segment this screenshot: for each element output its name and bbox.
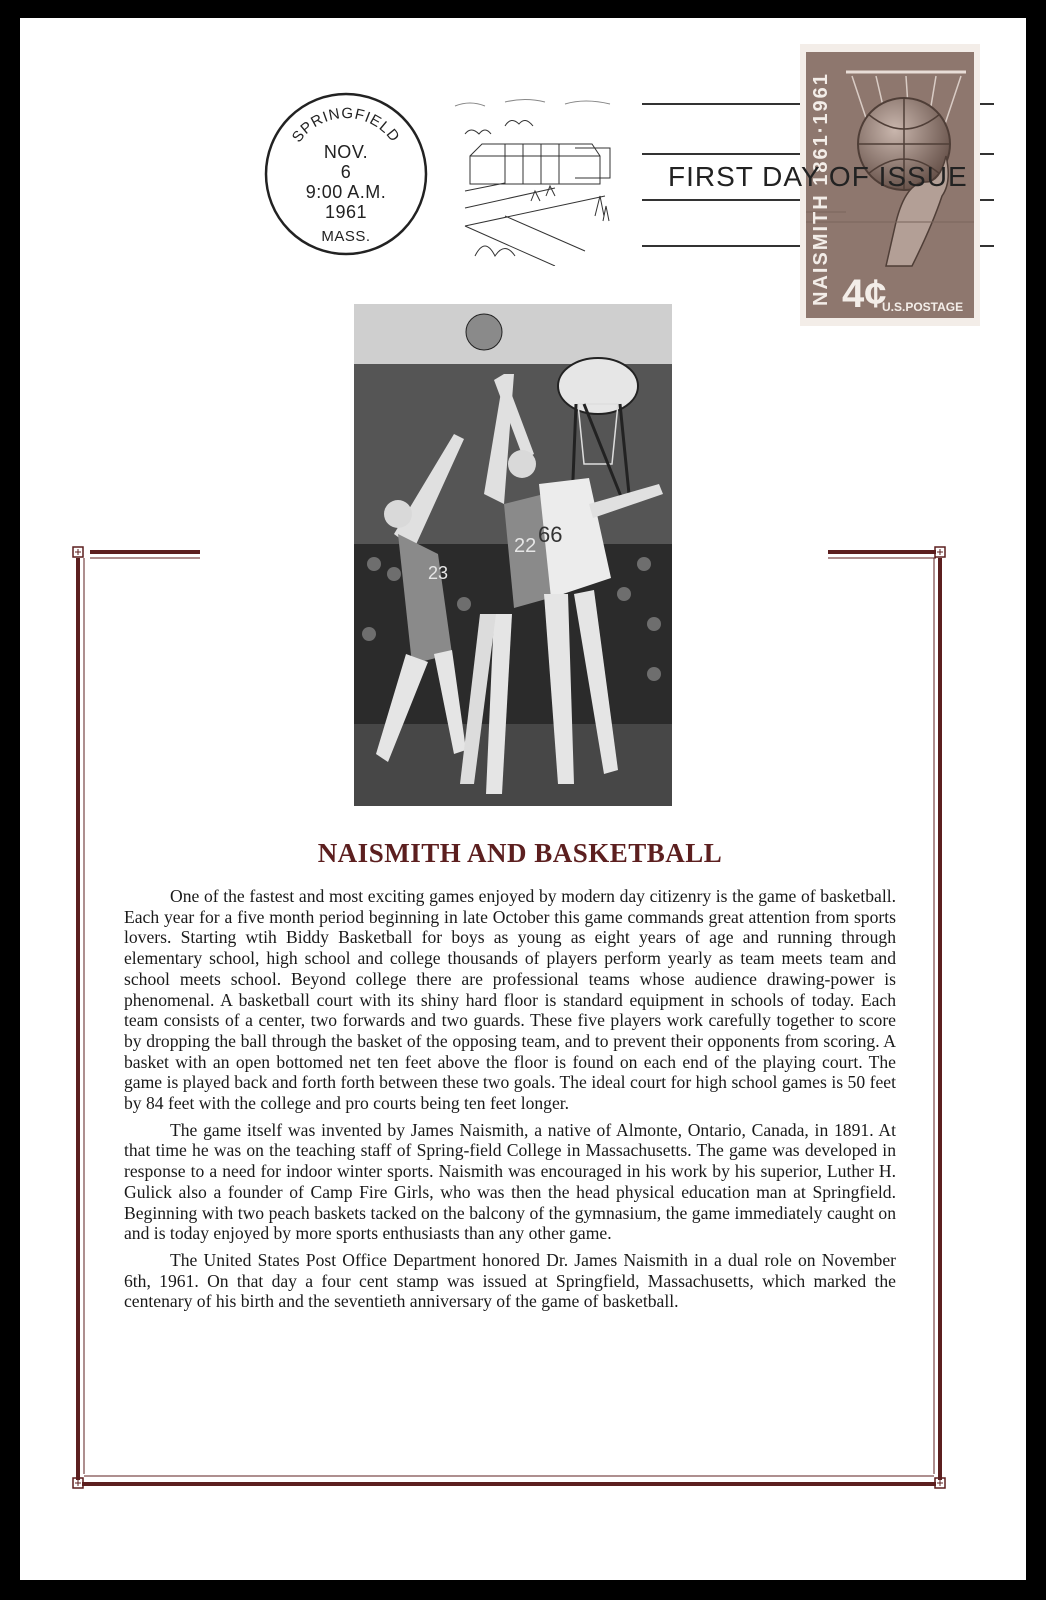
postmark-state: MASS.	[321, 228, 371, 245]
svg-text:SPRINGFIELD	[289, 105, 404, 146]
jersey-number-right: 66	[538, 522, 563, 547]
stamp-naismith-years: NAISMITH 1861·1961	[810, 72, 832, 306]
postmark-city: SPRINGFIELD	[288, 104, 404, 146]
postmark-day: 6	[340, 162, 352, 182]
gymnasium-sketch	[445, 96, 625, 266]
first-day-cover	[20, 18, 1026, 1580]
stamp-postage-label: U.S.POSTAGE	[882, 300, 964, 314]
article-title: NAISMITH AND BASKETBALL	[317, 838, 723, 868]
paragraph-stamp-issue: The United States Post Office Department honored Dr. James Naismith in a dual role on November 6th, 1961. On that day a four cent stamp was issued at Springfield, Massachusetts, which marked the centenary of his birth and the seventieth anniversary of the game of basketball.	[124, 1249, 896, 1312]
postmark-year: 1961	[324, 202, 368, 222]
postmark-time: 9:00 A.M.	[305, 182, 387, 202]
springfield-postmark	[262, 90, 430, 258]
paragraph-basketball-overview: One of the fastest and most exciting games enjoyed by modern day citizenry is the game of basketball. Each year for a five month period beginning in late October this game commands great attention from sports lovers. Starting wtih Biddy Basketball for boys as young as eight years of age and running through elementary school, high school and college thousands of players perform yearly as team meets team and school meets school. Beyond college there are professional teams whose audience drawing-power is phenomenal. A basketball court with its shiny hard floor is standard equipment in schools of today. Each team consists of a center, two forwards and two guards. These five players work carefully together to score by dropping the ball through the basket of the opposing team, and to prevent their opponents from scoring. A basket with an open bottomed net ten feet above the floor is found on each end of the playing court. The game is played back and forth forth between these two goals. The ideal court for high school games is 50 feet by 84 feet with the college and pro courts being ten feet longer.	[124, 886, 896, 1114]
postmark-month: NOV.	[323, 142, 369, 162]
jersey-number-middle: 22	[514, 535, 537, 557]
first-day-of-issue: FIRST DAY OF ISSUE	[668, 161, 968, 192]
stamp-denomination: 4¢	[842, 272, 887, 316]
article-body	[124, 886, 896, 1318]
jersey-number-left: 23	[428, 563, 449, 583]
paragraph-invention: The game itself was invented by James Naismith, a native of Almonte, Ontario, Canada, in 1891. At that time he was on the teaching staff of Spring-field College in Massachusetts. The game was developed in response to a need for indoor winter sports. Naismith was encouraged in his work by his superior, Luther H. Gulick also a founder of Camp Fire Girls, who was then the head physical education man at Springfield. Beginning with two peach baskets tacked on the balcony of the gymnasium, the game immediately caught on and is today enjoyed by more sports enthusiasts than any other game.	[124, 1119, 896, 1244]
